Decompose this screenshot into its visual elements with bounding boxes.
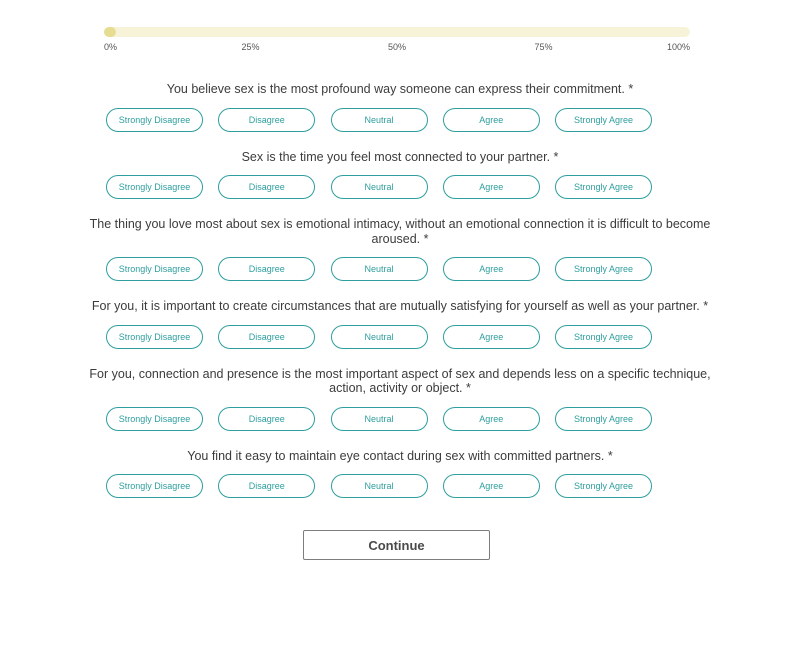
progress-tick-label: 50% [387,42,407,52]
continue-button[interactable]: Continue [303,530,490,560]
question-text: For you, connection and presence is the most important aspect of sex and depends less on a specific technique, action, activity or object. * [89,366,711,395]
likert-option-button[interactable]: Disagree [218,175,315,199]
question-block [0,367,800,431]
progress-fill [104,27,116,37]
likert-option-button[interactable]: Strongly Disagree [106,108,203,132]
likert-option-button[interactable]: Disagree [218,474,315,498]
question-text: Sex is the time you feel most connected to your partner. * [241,149,559,164]
likert-option-button[interactable]: Strongly Agree [555,325,652,349]
progress-tick-label: 0% [104,42,118,52]
likert-option-button[interactable]: Agree [443,325,540,349]
question-text: You believe sex is the most profound way someone can express their commitment. * [166,82,634,96]
likert-option-button[interactable]: Agree [443,474,540,498]
question-block [0,150,800,200]
likert-option-button[interactable]: Agree [443,175,540,199]
likert-option-button[interactable]: Neutral [331,474,428,498]
progress-bar [104,27,690,37]
question-block [0,82,800,132]
continue-section [303,530,800,560]
likert-option-button[interactable]: Strongly Agree [555,108,652,132]
question-text: You find it easy to maintain eye contact during sex with committed partners. * [187,448,613,463]
question-text: For you, it is important to create circumstances that are mutually satisfying for yourself as well as your partner. * [91,299,709,313]
likert-option-button[interactable]: Strongly Disagree [106,474,203,498]
likert-option-button[interactable]: Neutral [331,257,428,281]
progress-tick-label: 25% [241,42,260,52]
likert-option-button[interactable]: Strongly Disagree [106,407,203,431]
likert-option-button[interactable]: Agree [443,108,540,132]
progress-tick-labels [104,42,690,54]
likert-option-button[interactable]: Strongly Agree [555,175,652,199]
question-text: The thing you love most about sex is emotional intimacy, without an emotional connection it is difficult to become aroused. * [89,217,711,246]
question-block [0,449,800,499]
likert-options-row [106,407,652,431]
likert-option-button[interactable]: Neutral [331,108,428,132]
likert-option-button[interactable]: Disagree [218,257,315,281]
likert-option-button[interactable]: Neutral [331,407,428,431]
likert-option-button[interactable]: Agree [443,407,540,431]
progress-tick-label: 75% [534,42,553,52]
likert-options-row [106,175,652,199]
likert-options-row [106,108,652,132]
likert-options-row [106,325,652,349]
likert-option-button[interactable]: Agree [443,257,540,281]
likert-option-button[interactable]: Strongly Agree [555,474,652,498]
likert-option-button[interactable]: Strongly Agree [555,407,652,431]
likert-option-button[interactable]: Strongly Disagree [106,325,203,349]
question-list [0,82,800,498]
likert-option-button[interactable]: Neutral [331,325,428,349]
likert-option-button[interactable]: Neutral [331,175,428,199]
question-block [0,299,800,349]
question-block [0,217,800,281]
likert-options-row [106,474,652,498]
likert-options-row [106,257,652,281]
likert-option-button[interactable]: Strongly Disagree [106,175,203,199]
likert-option-button[interactable]: Disagree [218,108,315,132]
likert-option-button[interactable]: Disagree [218,407,315,431]
likert-option-button[interactable]: Strongly Disagree [106,257,203,281]
likert-option-button[interactable]: Strongly Agree [555,257,652,281]
likert-option-button[interactable]: Disagree [218,325,315,349]
progress-tick-label: 100% [666,42,690,52]
